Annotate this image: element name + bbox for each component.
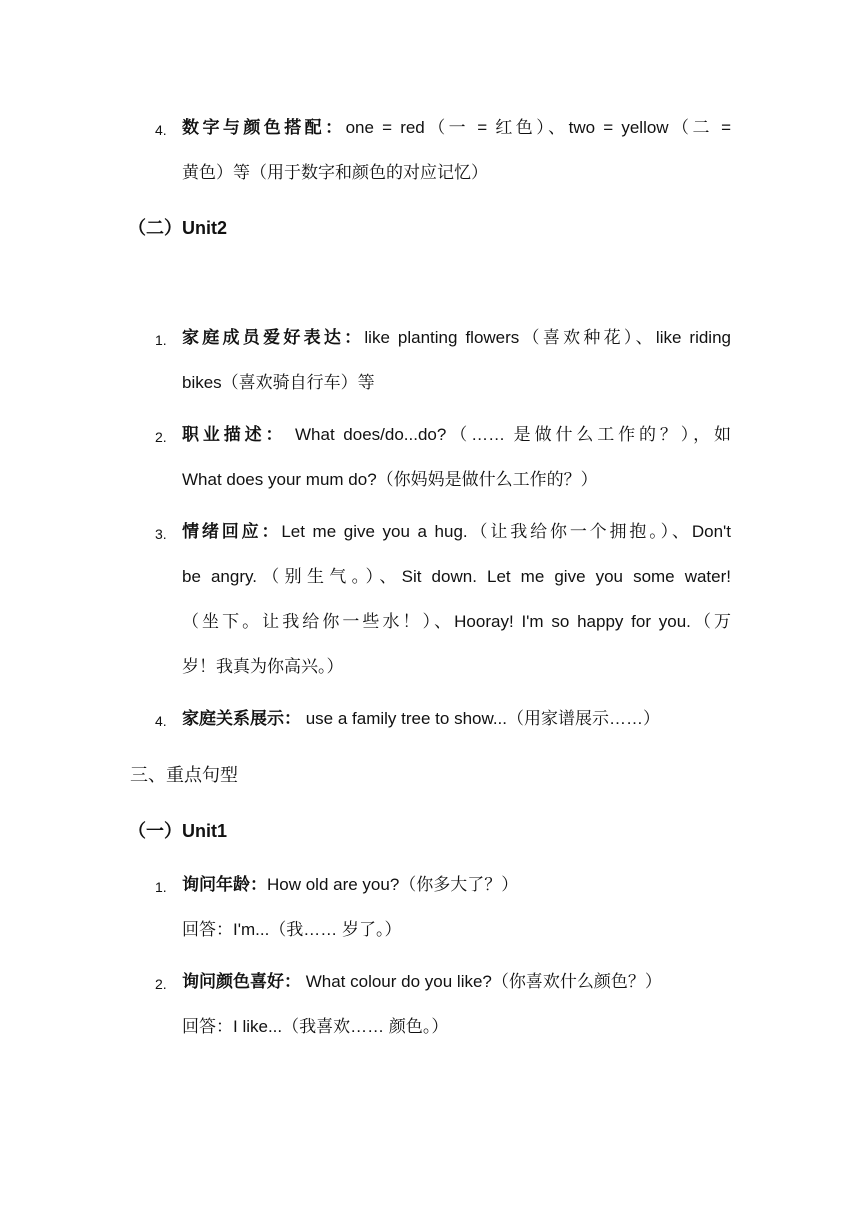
list-number: 2.: [155, 976, 167, 992]
list-number: 1.: [155, 879, 167, 895]
list-item-line: [182, 116, 731, 140]
item-text: Let me give you a hug.（让我给你一个拥抱。）、Don't: [281, 522, 732, 541]
list-item-line: 岁！我真为你高兴。）: [182, 657, 344, 676]
item-text: What does/do...do?（…… 是做什么工作的？），如: [286, 425, 731, 444]
list-item-line: [182, 520, 731, 544]
list-number: 2.: [155, 429, 167, 445]
item-label: 询问年龄：: [182, 875, 267, 894]
list-item-line: [182, 970, 662, 994]
list-item-line: [182, 873, 518, 897]
list-item-line: bikes（喜欢骑自行车）等: [182, 373, 375, 392]
item-question: How old are you?（你多大了？）: [267, 875, 519, 894]
item-label: 家庭成员爱好表达：: [182, 328, 365, 347]
list-item-line: [182, 326, 731, 350]
unit2-heading: （二）Unit2: [128, 218, 227, 238]
item-answer: 回答：I like...（我喜欢…… 颜色。）: [182, 1017, 449, 1036]
list-item-line: [182, 707, 660, 731]
item-label: 数字与颜色搭配：: [182, 118, 346, 137]
item-label: 情绪回应：: [182, 522, 282, 541]
list-number: 4.: [155, 122, 167, 138]
item-text: one = red（一 = 红色）、two = yellow（二 =: [345, 118, 732, 137]
list-item-line: What does your mum do?（你妈妈是做什么工作的？）: [182, 470, 598, 489]
item-label: 家庭关系展示：: [182, 709, 301, 728]
list-item-line: be angry.（别生气。）、Sit down. Let me give you some water!: [182, 567, 731, 586]
item-label: 询问颜色喜好：: [182, 972, 301, 991]
list-item-line: 黄色）等（用于数字和颜色的对应记忆）: [182, 163, 488, 182]
list-item-line: [182, 423, 731, 447]
item-text: like planting flowers（喜欢种花）、like riding: [364, 328, 731, 347]
item-question: What colour do you like?（你喜欢什么颜色？）: [301, 972, 662, 991]
item-text: use a family tree to show...（用家谱展示……）: [301, 709, 660, 728]
item-label: 职业描述：: [182, 425, 287, 444]
list-number: 4.: [155, 713, 167, 729]
list-number: 3.: [155, 526, 167, 542]
section-3-unit1-heading: （一）Unit1: [128, 821, 227, 841]
item-answer: 回答：I'm...（我…… 岁了。）: [182, 920, 402, 939]
list-item-line: （坐下。让我给你一些水！）、Hooray! I'm so happy for you.（万: [182, 612, 731, 631]
list-number: 1.: [155, 332, 167, 348]
section-3-heading: 三、重点句型: [130, 765, 238, 785]
